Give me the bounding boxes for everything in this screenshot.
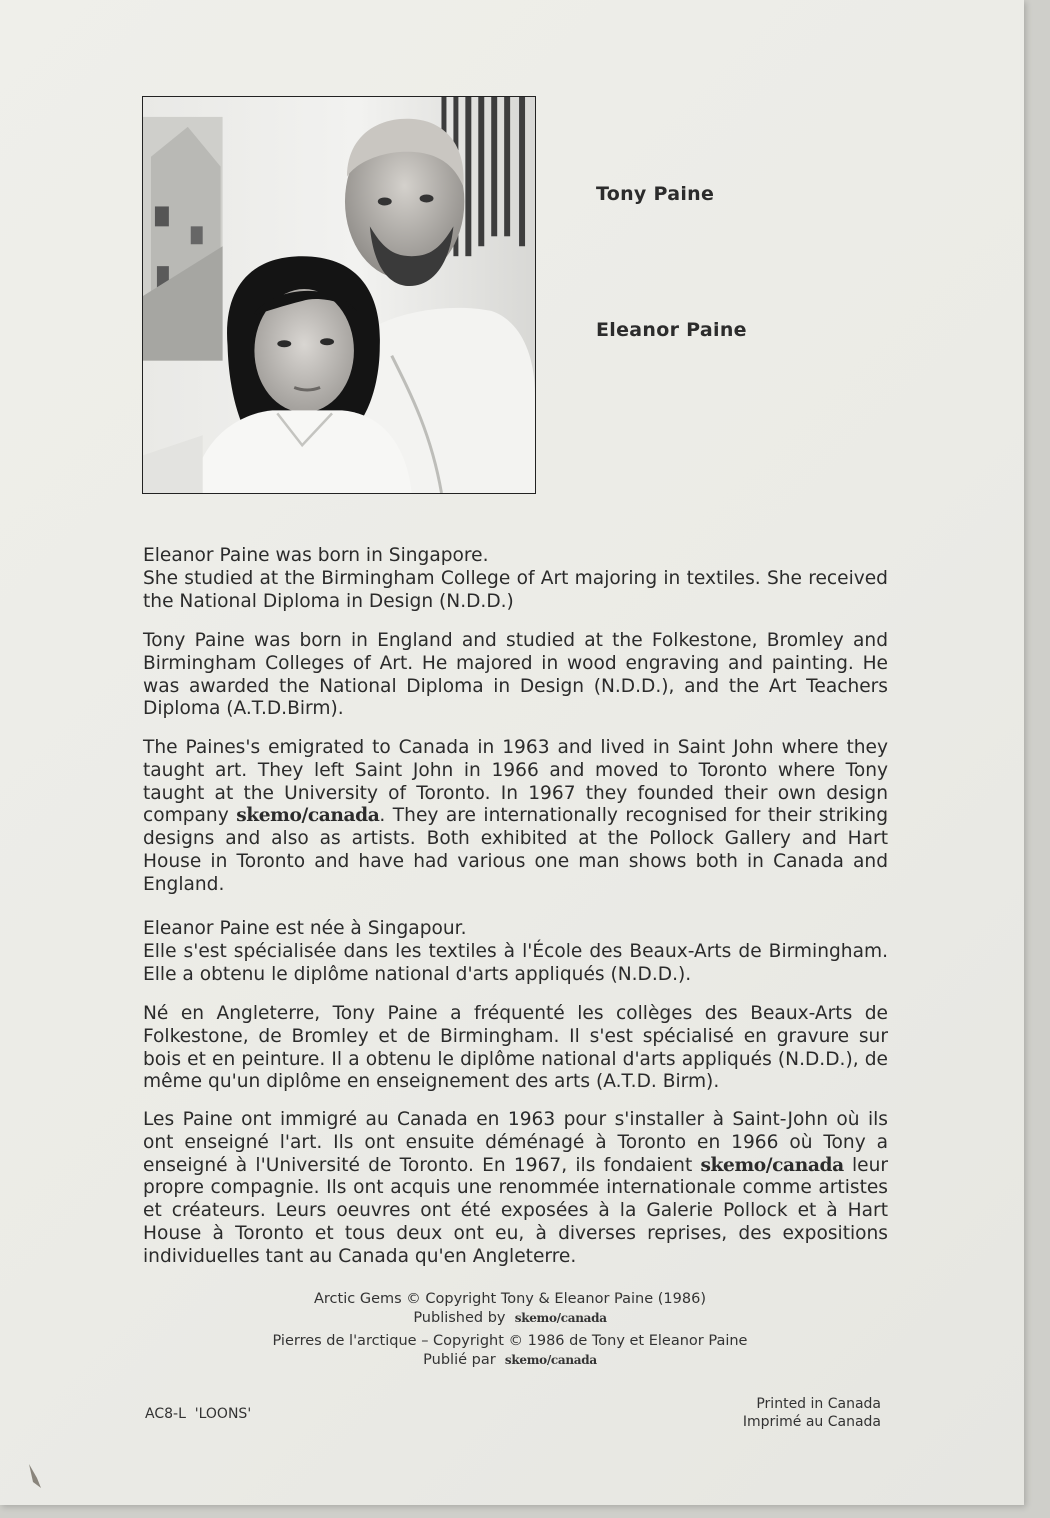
product-code: AC8-L 'LOONS'	[145, 1406, 252, 1422]
credits-en-copyright: Arctic Gems © Copyright Tony & Eleanor Paine (1986)	[314, 1291, 706, 1307]
credits-brand: skemo/canada	[514, 1311, 607, 1325]
corner-wear-mark	[27, 1462, 43, 1490]
bio-en-p3	[143, 737, 888, 897]
bio-en-p1-line2: She studied at the Birmingham College of Art majoring in textiles. She received the National Diploma in Design (N.D.D.)	[143, 567, 888, 612]
brand-logo-text: skemo/canada	[236, 805, 380, 827]
printed-in-en: Printed in Canada	[756, 1396, 881, 1412]
bio-fr-p1-line2: Elle s'est spécialisée dans les textiles à l'École des Beaux-Arts de Birmingham. Elle a obtenu le diplôme national d'arts appliqués (N.D.D.).	[143, 940, 888, 985]
name-tony: Tony Paine	[596, 183, 715, 205]
bio-fr-p3	[143, 1109, 888, 1269]
portrait-illustration	[143, 97, 535, 493]
bio-fr-p3-after: leur propre compagnie. Ils ont acquis une renommée internationale comme artistes et créateurs. Leurs oeuvres ont été exposées à la Galerie Pollock et à Hart House à Toronto et tous deux ont eu, à diverses reprises, des expositions individuelles tant au Canada qu'en Angleterre.	[143, 1154, 888, 1267]
credits-fr-published-label: Publié par	[423, 1352, 496, 1368]
bio-fr-p1	[143, 918, 888, 986]
credits-en-published-label: Published by	[413, 1310, 506, 1326]
bio-fr-p1-line1: Eleanor Paine est née à Singapour.	[143, 918, 467, 939]
brand-logo-text: skemo/canada	[700, 1154, 844, 1176]
bio-fr-p2	[143, 1003, 888, 1094]
credits-fr-copyright: Pierres de l'arctique – Copyright © 1986 de Tony et Eleanor Paine	[272, 1333, 748, 1349]
bio-en-p3-before: The Paines's emigrated to Canada in 1963 and lived in Saint John where they taught art. They left Saint John in 1966 and moved to Toronto where Tony taught at the University of Toronto. In 1967 they founded their own design company	[143, 737, 888, 827]
portrait-photo	[142, 96, 536, 494]
credits-brand: skemo/canada	[504, 1353, 597, 1367]
credits-fr	[200, 1332, 820, 1370]
bio-en-p3-text	[143, 737, 888, 897]
bio-fr-p2-text: Né en Angleterre, Tony Paine a fréquenté les collèges des Beaux-Arts de Folkestone, de Bromley et de Birmingham. Il s'est spécialisé en gravure sur bois et en peinture. Il a obtenu le diplôme national d'arts appliqués (N.D.D.), de même qu'un diplôme en enseignement des arts (A.T.D. Birm).	[143, 1003, 888, 1093]
bio-en-p1	[143, 545, 888, 613]
bio-en-p2-text: Tony Paine was born in England and studied at the Folkestone, Bromley and Birmingham Colleges of Art. He majored in wood engraving and painting. He was awarded the National Diploma in Design (N.D.D.), and the Art Teachers Diploma (A.T.D.Birm).	[143, 630, 888, 720]
bio-fr-p3-text	[143, 1109, 888, 1269]
printed-in	[743, 1395, 881, 1431]
credits-en	[200, 1290, 820, 1328]
printed-in-fr: Imprimé au Canada	[742, 1414, 881, 1430]
bio-fr-p3-before: Les Paine ont immigré au Canada en 1963 pour s'installer à Saint-John où ils ont enseigné l'art. Ils ont ensuite déménagé à Toronto en 1966 où Tony a enseigné à l'Université de Toronto. En 1967, ils fondaient	[143, 1109, 888, 1176]
credits-fr-published	[200, 1351, 820, 1370]
bio-en-p1-line1: Eleanor Paine was born in Singapore.	[143, 545, 489, 566]
bio-en-p3-after: . They are internationally recognised for their striking designs and also as artists. Both exhibited at the Pollock Gallery and Hart House in Toronto and have had various one man shows both in Canada and England.	[143, 805, 889, 895]
bio-en-p2	[143, 630, 888, 721]
credits-en-published	[200, 1309, 820, 1328]
name-eleanor: Eleanor Paine	[596, 319, 747, 341]
